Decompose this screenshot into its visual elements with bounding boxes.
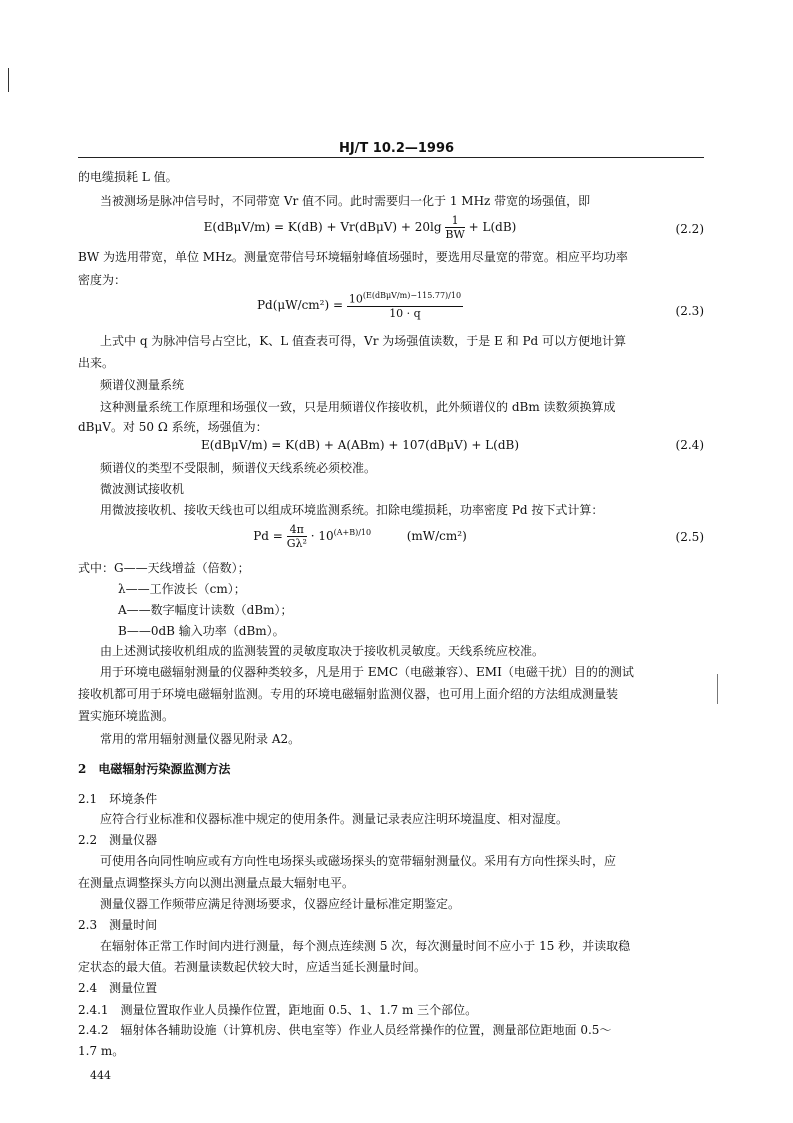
eq23-denominator: 10 · q	[389, 306, 421, 320]
equation-number: (2.4)	[675, 438, 704, 452]
eq25-denominator: Gλ²	[286, 537, 307, 550]
eq25-unit: (mW/cm²)	[406, 529, 467, 543]
equation-number: (2.5)	[675, 530, 704, 544]
text-line: dBμV。对 50 Ω 系统，场强值为：	[78, 420, 268, 434]
eq22-fraction	[445, 214, 464, 241]
eq25-power: · 10	[310, 529, 334, 543]
variable-definition: 式中：G——天线增益（倍数）；	[78, 561, 250, 575]
scan-edge-mark	[717, 674, 718, 704]
eq23-numerator	[347, 291, 463, 307]
text-line: 定状态的最大值。若测量读数起伏较大时，应适当延长测量时间。	[78, 960, 427, 974]
variable-definition: B——0dB 输入功率（dBm）。	[118, 624, 285, 638]
text-line: 在测量点调整探头方向以测出测量点最大辐射电平。	[78, 876, 355, 890]
equation-2-5	[150, 523, 570, 550]
scan-edge-mark	[8, 68, 9, 92]
eq23-num-exponent: (E(dBμV/m)−115.77)/10	[362, 291, 462, 300]
eq25-numerator: 4π	[287, 523, 307, 537]
eq25-fraction	[287, 523, 307, 550]
text-line: 用于环境电磁辐射测量的仪器种类较多，凡是用于 EMC（电磁兼容）、EMI（电磁干扰）目的的测试	[100, 665, 634, 679]
eq22-right: + L(dB)	[468, 220, 517, 234]
text-line: 由上述测试接收机组成的监测装置的灵敏度取决于接收机灵敏度。天线系统应校准。	[100, 644, 545, 658]
eq22-denominator: BW	[445, 228, 465, 241]
eq23-left: Pd(μW/cm²) =	[256, 297, 344, 312]
clause-2-4-1: 2.4.1 测量位置取作业人员操作位置，距地面 0.5、1、1.7 m 三个部位。	[78, 1003, 478, 1017]
eq22-numerator: 1	[445, 214, 464, 228]
subsection-heading: 频谱仪测量系统	[100, 378, 185, 392]
subsection-heading: 微波测试接收机	[100, 482, 185, 496]
eq25-left: Pd =	[253, 529, 283, 543]
text-line: 可使用各向同性响应或有方向性电场探头或磁场探头的宽带辐射测量仪。采用有方向性探头时，应	[100, 854, 617, 868]
subsection-heading: 2.2 测量仪器	[78, 833, 158, 847]
clause-2-4-2: 2.4.2 辐射体各辅助设施（计算机房、供电室等）作业人员经常操作的位置，测量部位距地面 0.5～	[78, 1023, 612, 1037]
subsection-heading: 2.4 测量位置	[78, 981, 158, 995]
text-line: 1.7 m。	[78, 1044, 125, 1058]
standard-code-header: HJ/T 10.2—1996	[338, 141, 455, 156]
text-line: 用微波接收机、接收天线也可以组成环境监测系统。扣除电缆损耗，功率密度 Pd 按下式计算：	[100, 503, 604, 517]
equation-number: (2.2)	[675, 222, 704, 236]
text-line: 这种测量系统工作原理和场强仪一致，只是用频谱仪作接收机，此外频谱仪的 dBm 读数须换算成	[100, 400, 616, 414]
subsection-heading: 2.1 环境条件	[78, 792, 158, 806]
eq23-fraction	[347, 291, 463, 320]
text-line: 当被测场是脉冲信号时，不同带宽 Vr 值不同。此时需要归一化于 1 MHz 带宽的场强值，即	[100, 194, 591, 208]
text-line: 测量仪器工作频带应满足待测场要求，仪器应经计量标准定期鉴定。	[100, 897, 461, 911]
text-line: 置实施环境监测。	[78, 709, 175, 723]
variable-definition: λ——工作波长（cm）；	[118, 582, 246, 596]
text-line: BW 为选用带宽，单位 MHz。测量宽带信号环境辐射峰值场强时，要选用尽量宽的带宽。相应平均功率	[78, 250, 628, 264]
text-line: 的电缆损耗 L 值。	[78, 170, 178, 184]
equation-2-2	[150, 214, 570, 241]
text-line: 常用的常用辐射测量仪器见附录 A2。	[100, 732, 301, 746]
text-line: 接收机都可用于环境电磁辐射监测。专用的环境电磁辐射监测仪器，也可用上面介绍的方法组成测量装	[78, 687, 619, 701]
eq23-num-base: 10	[348, 292, 363, 306]
text-line: 频谱仪的类型不受限制，频谱仪天线系统必须校准。	[100, 461, 377, 475]
eq25-exponent: (A+B)/10	[333, 528, 372, 537]
equation-number: (2.3)	[675, 304, 704, 318]
eq22-left: E(dBμV/m) = K(dB) + Vr(dBμV) + 20lg	[203, 220, 442, 234]
text-line: 上式中 q 为脉冲信号占空比，K、L 值查表可得，Vr 为场强值读数，于是 E 和 Pd 可以方便地计算	[100, 334, 627, 348]
page-number: 444	[90, 1069, 111, 1082]
text-line: 应符合行业标准和仪器标准中规定的使用条件。测量记录表应注明环境温度、相对湿度。	[100, 812, 569, 826]
equation-2-3	[150, 291, 570, 320]
text-line: 在辐射体正常工作时间内进行测量，每个测点连续测 5 次，每次测量时间不应小于 15 秒，并读取稳	[100, 939, 631, 953]
subsection-heading: 2.3 测量时间	[78, 918, 158, 932]
equation-2-4: E(dBμV/m) = K(dB) + A(ABm) + 107(dBμV) + L(dB)	[200, 438, 520, 452]
header-rule	[78, 157, 704, 158]
variable-definition: A——数字幅度计读数（dBm）；	[118, 603, 293, 617]
text-line: 密度为：	[78, 273, 127, 287]
section-heading: 2 电磁辐射污染源监测方法	[78, 762, 231, 776]
text-line: 出来。	[78, 356, 115, 370]
